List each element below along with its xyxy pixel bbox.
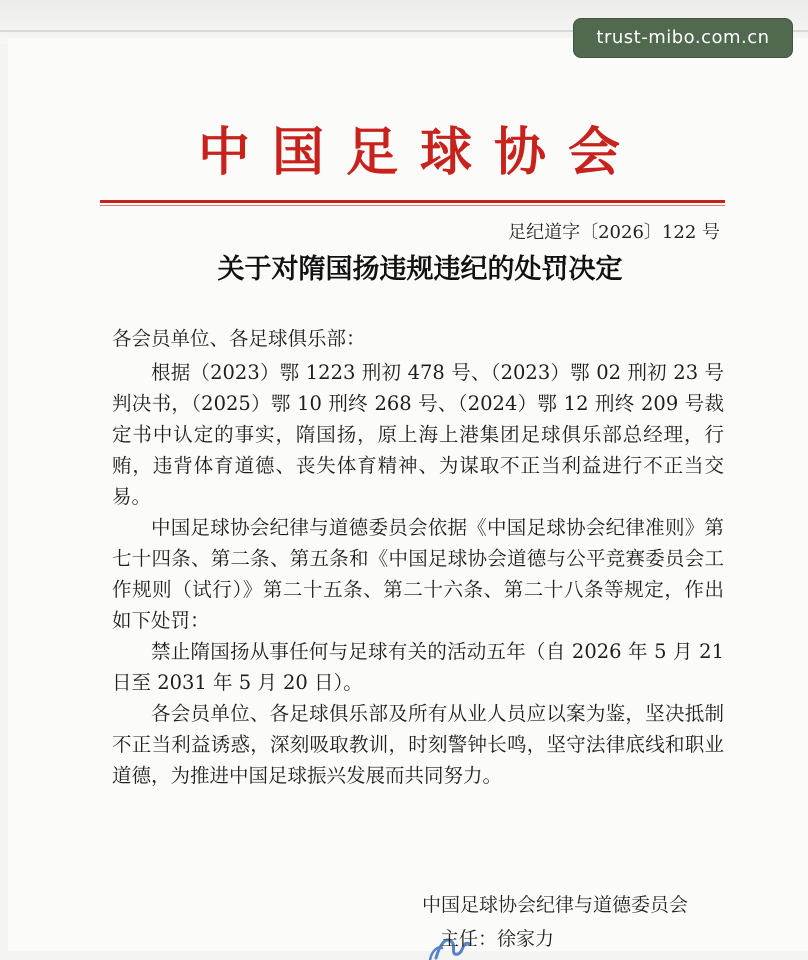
signature-chair: 主任：徐家力 [440,928,555,950]
letterhead-organization: 中国足球协会 [197,122,642,183]
document-body [112,323,724,791]
paragraph-call-to-action: 各会员单位、各足球俱乐部及所有从业人员应以案为鉴，坚决抵制不正当利益诱惑，深刻吸取教训，时刻警钟长鸣，坚守法律底线和职业道德，为推进中国足球振兴发展而共同努力。 [112,702,724,787]
signature-organization: 中国足球协会纪律与道德委员会 [421,894,688,916]
watermark-badge: trust-mibo.com.cn [573,18,793,58]
document-title: 关于对隋国扬违规违纪的处罚决定 [217,254,623,285]
salutation: 各会员单位、各足球俱乐部： [112,327,366,350]
paragraph-penalty: 禁止隋国扬从事任何与足球有关的活动五年（自 2026 年 5 月 21 日至 2031 年 5 月 20 日）。 [112,640,724,694]
paragraph-facts: 根据（2023）鄂 1223 刑初 478 号、（2023）鄂 02 刑初 23 号判决书，（2025）鄂 10 刑终 268 号、（2024）鄂 12 刑终 209 号裁定书中认定的事实，隋国扬，原上海上港集团足球俱乐部总经理，行贿，违背体育道德、丧失体育精神、为谋取不正当利益进行不正当交易。 [112,361,724,508]
document-number: 足纪道字〔2026〕122 号 [508,222,720,243]
letterhead-red-rule [100,200,725,203]
paragraph-basis: 中国足球协会纪律与道德委员会依据《中国足球协会纪律准则》第七十四条、第二条、第五条和《中国足球协会道德与公平竞赛委员会工作规则（试行）》第二十五条、第二十六条、第二十八条等规定，作出如下处罚： [112,516,724,632]
letterhead-red-rule-thin [100,205,725,206]
